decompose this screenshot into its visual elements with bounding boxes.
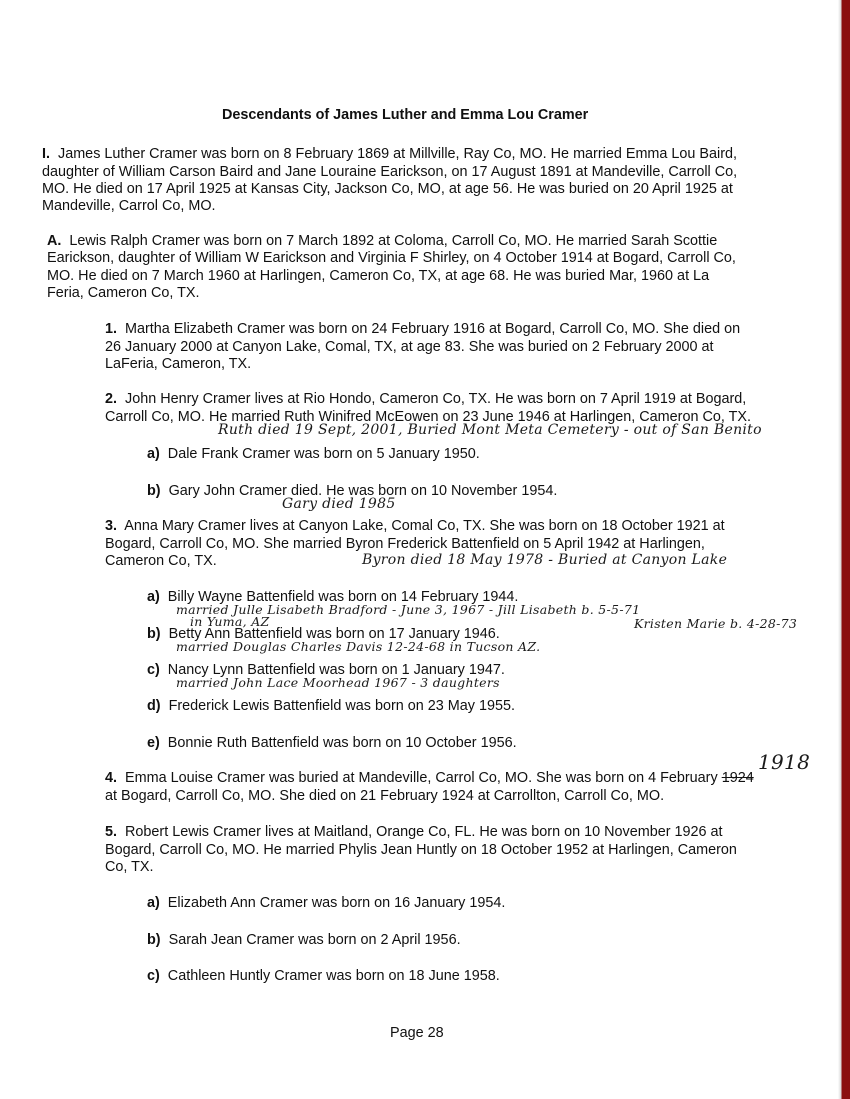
page-edge xyxy=(838,0,850,1099)
child2b-line: b) Gary John Cramer died. He was born on 10 November 1954. xyxy=(147,483,558,499)
gen1-line-4: Mandeville, Carrol Co, MO. xyxy=(42,198,216,214)
child2a-line: a) Dale Frank Cramer was born on 5 January 1950. xyxy=(147,446,480,462)
child3-line-2: Bogard, Carroll Co, MO. She married Byron Frederick Battenfield on 5 April 1942 at Harlingen, xyxy=(105,536,705,552)
gen1-line-1: I. James Luther Cramer was born on 8 February 1869 at Millville, Ray Co, MO. He married Emma Lou Baird, xyxy=(42,146,738,162)
gen1-label: I. xyxy=(42,146,50,162)
child4-struck-year: 1924 xyxy=(721,770,754,786)
child3b-handwritten-note: married Douglas Charles Davis 12-24-68 in Tucson AZ. xyxy=(176,639,541,654)
child3d-line: d) Frederick Lewis Battenfield was born on 23 May 1955. xyxy=(147,698,515,714)
child2-line-1: 2. John Henry Cramer lives at Rio Hondo, Cameron Co, TX. He was born on 7 April 1919 at Bogard, xyxy=(105,391,747,407)
child1-line-1: 1. Martha Elizabeth Cramer was born on 24 February 1916 at Bogard, Carroll Co, MO. She died on xyxy=(105,321,741,337)
child3-line-1: 3. Anna Mary Cramer lives at Canyon Lake, Comal Co, TX. She was born on 18 October 1921 at xyxy=(105,518,725,534)
child3b-line: b) Betty Ann Battenfield was born on 17 January 1946. xyxy=(147,626,500,642)
child4-label: 4. xyxy=(105,770,118,786)
child5-line-1: 5. Robert Lewis Cramer lives at Maitland, Orange Co, FL. He was born on 10 November 1926 at xyxy=(105,824,723,840)
child1-line-2: 26 January 2000 at Canyon Lake, Comal, TX, at age 83. She was buried on 2 February 2000 at xyxy=(105,339,714,355)
child4-corrected-year: 1918 xyxy=(758,750,811,774)
child5b-line: b) Sarah Jean Cramer was born on 2 April 1956. xyxy=(147,932,461,948)
child3a-handwritten-note: married Julle Lisabeth Bradford - June 3, 1967 - Jill Lisabeth b. 5-5-71 xyxy=(176,602,641,617)
child3c-line: c) Nancy Lynn Battenfield was born on 1 January 1947. xyxy=(147,662,505,678)
child3-label: 3. xyxy=(105,518,118,534)
child2-handwritten-note: Ruth died 19 Sept, 2001, Buried Mont Meta Cemetery - out of San Benito xyxy=(218,422,762,438)
genA-line-1: A. Lewis Ralph Cramer was born on 7 March 1892 at Coloma, Carroll Co, MO. He married Sarah Scottie xyxy=(47,233,718,249)
child3a-line: a) Billy Wayne Battenfield was born on 14 February 1944. xyxy=(147,589,519,605)
child2-label: 2. xyxy=(105,391,118,407)
gen1-line-2: daughter of William Carson Baird and Jane Louraine Earickson, on 17 August 1891 at Mandeville, Carroll Co, xyxy=(42,164,738,180)
child3a-handwritten-place: in Yuma, AZ xyxy=(190,614,270,629)
genA-label: A. xyxy=(47,233,62,249)
child5a-line: a) Elizabeth Ann Cramer was born on 16 January 1954. xyxy=(147,895,506,911)
child5-line-2: Bogard, Carroll Co, MO. He married Phylis Jean Huntly on 18 October 1952 at Harlingen, Cameron xyxy=(105,842,737,858)
gen1-line-3: MO. He died on 17 April 1925 at Kansas City, Jackson Co, MO, at age 56. He was buried on 20 April 1925 at xyxy=(42,181,733,197)
child3-handwritten-note: Byron died 18 May 1978 - Buried at Canyon Lake xyxy=(362,552,728,568)
child5c-line: c) Cathleen Huntly Cramer was born on 18 June 1958. xyxy=(147,968,500,984)
child2b-handwritten-note: Gary died 1985 xyxy=(282,496,396,512)
child4-line-1: 4. Emma Louise Cramer was buried at Mandeville, Carrol Co, MO. She was born on 4 February 1924 xyxy=(105,770,754,786)
child1-label: 1. xyxy=(105,321,118,337)
page-number: Page 28 xyxy=(390,1025,444,1041)
child4-line-2: at Bogard, Carroll Co, MO. She died on 21 February 1924 at Carrollton, Carroll Co, MO. xyxy=(105,788,665,804)
page-title: Descendants of James Luther and Emma Lou Cramer xyxy=(222,107,589,123)
genA-line-2: Earickson, daughter of William W Earickson and Virginia F Shirley, on 4 October 1914 at Bogard, Carroll Co, xyxy=(47,250,736,266)
child3e-line: e) Bonnie Ruth Battenfield was born on 10 October 1956. xyxy=(147,735,517,751)
child3a-handwritten-daughter: Kristen Marie b. 4-28-73 xyxy=(634,616,798,631)
genA-line-4: Feria, Cameron Co, TX. xyxy=(47,285,200,301)
child1-line-3: LaFeria, Cameron, TX. xyxy=(105,356,252,372)
child5-label: 5. xyxy=(105,824,118,840)
child2-line-2: Carroll Co, MO. He married Ruth Winifred McEowen on 23 June 1946 at Harlingen, Cameron Co, TX. xyxy=(105,409,751,425)
child3c-handwritten-note: married John Lace Moorhead 1967 - 3 daughters xyxy=(176,675,500,690)
genA-line-3: MO. He died on 7 March 1960 at Harlingen, Cameron Co, TX, at age 68. He was buried Mar, 1960 at La xyxy=(47,268,710,284)
child5-line-3: Co, TX. xyxy=(105,859,154,875)
child3-line-3: Cameron Co, TX. xyxy=(105,553,217,569)
